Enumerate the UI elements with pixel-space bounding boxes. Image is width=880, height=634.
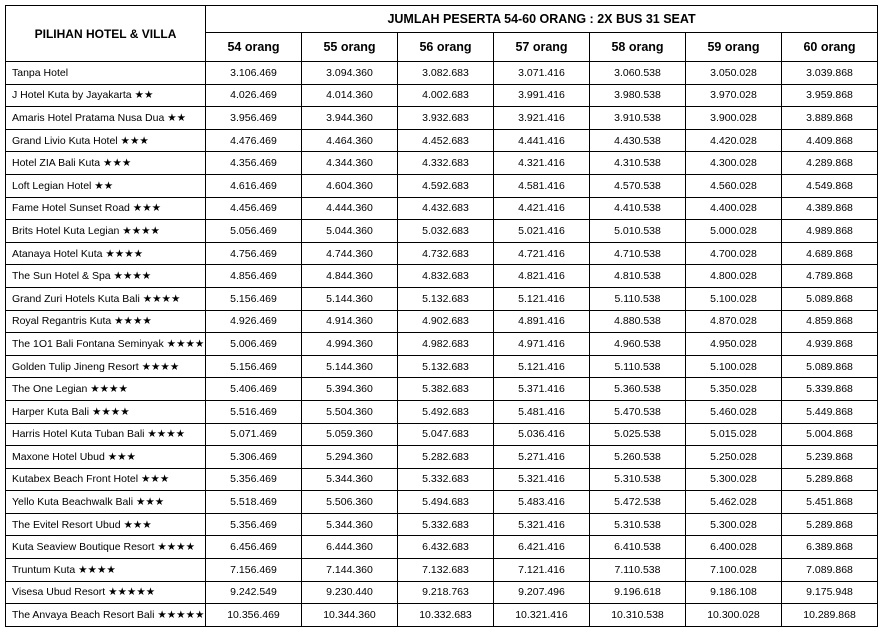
table-row [6, 513, 878, 536]
price-cell: 7.089.868 [782, 559, 878, 582]
price-cell: 10.289.868 [782, 604, 878, 627]
table-row [6, 400, 878, 423]
price-cell: 10.356.469 [206, 604, 302, 627]
table-row [6, 129, 878, 152]
price-cell: 5.344.360 [302, 468, 398, 491]
price-cell: 5.470.538 [590, 400, 686, 423]
group-header-row [6, 6, 878, 33]
price-cell: 5.350.028 [686, 378, 782, 401]
price-cell: 3.050.028 [686, 62, 782, 85]
price-cell: 5.332.683 [398, 468, 494, 491]
table-row [6, 446, 878, 469]
price-cell: 5.300.028 [686, 513, 782, 536]
price-cell: 3.991.416 [494, 84, 590, 107]
price-cell: 5.025.538 [590, 423, 686, 446]
count-header: 56 orang [398, 33, 494, 62]
price-cell: 5.506.360 [302, 491, 398, 514]
price-cell: 3.970.028 [686, 84, 782, 107]
price-cell: 4.321.416 [494, 152, 590, 175]
price-cell: 5.260.538 [590, 446, 686, 469]
price-cell: 5.250.028 [686, 446, 782, 469]
table-row [6, 107, 878, 130]
price-cell: 5.494.683 [398, 491, 494, 514]
price-cell: 4.744.360 [302, 242, 398, 265]
price-cell: 5.321.416 [494, 468, 590, 491]
table-row [6, 84, 878, 107]
price-cell: 4.710.538 [590, 242, 686, 265]
hotel-name-cell: The Anvaya Beach Resort Bali ★★★★★ [6, 604, 206, 627]
table-row [6, 355, 878, 378]
price-cell: 3.082.683 [398, 62, 494, 85]
price-cell: 7.110.538 [590, 559, 686, 582]
price-cell: 3.039.868 [782, 62, 878, 85]
price-cell: 4.592.683 [398, 174, 494, 197]
price-cell: 3.932.683 [398, 107, 494, 130]
table-row [6, 559, 878, 582]
price-cell: 4.400.028 [686, 197, 782, 220]
count-header: 54 orang [206, 33, 302, 62]
price-cell: 3.910.538 [590, 107, 686, 130]
hotel-name-cell: Loft Legian Hotel ★★ [6, 174, 206, 197]
price-cell: 4.939.868 [782, 333, 878, 356]
table-body [6, 62, 878, 627]
hotel-name-cell: The Evitel Resort Ubud ★★★ [6, 513, 206, 536]
price-cell: 5.460.028 [686, 400, 782, 423]
hotel-name-cell: Brits Hotel Kuta Legian ★★★★ [6, 220, 206, 243]
price-cell: 4.844.360 [302, 265, 398, 288]
price-cell: 10.332.683 [398, 604, 494, 627]
price-cell: 5.451.868 [782, 491, 878, 514]
price-cell: 5.406.469 [206, 378, 302, 401]
price-cell: 5.344.360 [302, 513, 398, 536]
price-cell: 5.121.416 [494, 355, 590, 378]
price-cell: 4.581.416 [494, 174, 590, 197]
price-cell: 4.014.360 [302, 84, 398, 107]
hotel-name-cell: Kuta Seaview Boutique Resort ★★★★ [6, 536, 206, 559]
price-cell: 5.356.469 [206, 468, 302, 491]
price-cell: 4.026.469 [206, 84, 302, 107]
price-cell: 4.570.538 [590, 174, 686, 197]
price-cell: 5.121.416 [494, 287, 590, 310]
price-cell: 5.132.683 [398, 355, 494, 378]
price-cell: 4.476.469 [206, 129, 302, 152]
price-cell: 7.100.028 [686, 559, 782, 582]
price-cell: 5.483.416 [494, 491, 590, 514]
table-row [6, 242, 878, 265]
table-row [6, 310, 878, 333]
price-cell: 10.321.416 [494, 604, 590, 627]
price-cell: 5.004.868 [782, 423, 878, 446]
price-cell: 4.832.683 [398, 265, 494, 288]
price-cell: 5.300.028 [686, 468, 782, 491]
price-cell: 5.321.416 [494, 513, 590, 536]
price-cell: 6.456.469 [206, 536, 302, 559]
hotel-name-cell: The Sun Hotel & Spa ★★★★ [6, 265, 206, 288]
table-row [6, 265, 878, 288]
price-cell: 5.356.469 [206, 513, 302, 536]
price-cell: 5.100.028 [686, 287, 782, 310]
price-cell: 5.282.683 [398, 446, 494, 469]
price-cell: 4.300.028 [686, 152, 782, 175]
price-cell: 5.132.683 [398, 287, 494, 310]
hotel-name-cell: Yello Kuta Beachwalk Bali ★★★ [6, 491, 206, 514]
price-cell: 5.382.683 [398, 378, 494, 401]
price-cell: 4.409.868 [782, 129, 878, 152]
price-cell: 4.452.683 [398, 129, 494, 152]
price-cell: 4.410.538 [590, 197, 686, 220]
price-cell: 5.156.469 [206, 355, 302, 378]
price-cell: 3.071.416 [494, 62, 590, 85]
price-cell: 5.144.360 [302, 355, 398, 378]
price-cell: 4.344.360 [302, 152, 398, 175]
price-cell: 5.021.416 [494, 220, 590, 243]
price-cell: 4.732.683 [398, 242, 494, 265]
price-cell: 5.000.028 [686, 220, 782, 243]
price-cell: 3.094.360 [302, 62, 398, 85]
price-cell: 9.207.496 [494, 581, 590, 604]
price-cell: 5.492.683 [398, 400, 494, 423]
price-cell: 7.144.360 [302, 559, 398, 582]
price-cell: 5.239.868 [782, 446, 878, 469]
hotel-name-cell: Truntum Kuta ★★★★ [6, 559, 206, 582]
price-cell: 5.332.683 [398, 513, 494, 536]
price-cell: 5.036.416 [494, 423, 590, 446]
price-cell: 4.444.360 [302, 197, 398, 220]
price-cell: 5.089.868 [782, 287, 878, 310]
hotel-name-cell: Harris Hotel Kuta Tuban Bali ★★★★ [6, 423, 206, 446]
price-cell: 5.144.360 [302, 287, 398, 310]
price-cell: 3.959.868 [782, 84, 878, 107]
price-cell: 5.371.416 [494, 378, 590, 401]
price-cell: 4.856.469 [206, 265, 302, 288]
price-cell: 4.891.416 [494, 310, 590, 333]
price-cell: 5.056.469 [206, 220, 302, 243]
hotel-name-cell: Tanpa Hotel [6, 62, 206, 85]
price-cell: 5.289.868 [782, 513, 878, 536]
table-row [6, 604, 878, 627]
hotel-name-cell: Kutabex Beach Front Hotel ★★★ [6, 468, 206, 491]
hotel-name-cell: Amaris Hotel Pratama Nusa Dua ★★ [6, 107, 206, 130]
hotel-name-cell: The 1O1 Bali Fontana Seminyak ★★★★ [6, 333, 206, 356]
price-cell: 4.421.416 [494, 197, 590, 220]
price-cell: 4.420.028 [686, 129, 782, 152]
price-cell: 6.432.683 [398, 536, 494, 559]
table-row [6, 468, 878, 491]
table-row [6, 152, 878, 175]
price-cell: 5.339.868 [782, 378, 878, 401]
price-cell: 4.700.028 [686, 242, 782, 265]
price-cell: 5.032.683 [398, 220, 494, 243]
price-cell: 5.310.538 [590, 513, 686, 536]
price-cell: 4.441.416 [494, 129, 590, 152]
price-cell: 5.481.416 [494, 400, 590, 423]
price-table [5, 5, 878, 627]
hotel-name-cell: Fame Hotel Sunset Road ★★★ [6, 197, 206, 220]
price-cell: 4.332.683 [398, 152, 494, 175]
price-cell: 5.306.469 [206, 446, 302, 469]
table-row [6, 378, 878, 401]
price-cell: 7.132.683 [398, 559, 494, 582]
price-cell: 4.464.360 [302, 129, 398, 152]
price-cell: 5.472.538 [590, 491, 686, 514]
price-cell: 4.430.538 [590, 129, 686, 152]
count-header: 58 orang [590, 33, 686, 62]
price-cell: 4.604.360 [302, 174, 398, 197]
price-cell: 5.071.469 [206, 423, 302, 446]
price-cell: 6.444.360 [302, 536, 398, 559]
price-cell: 9.196.618 [590, 581, 686, 604]
price-cell: 5.089.868 [782, 355, 878, 378]
hotel-name-cell: J Hotel Kuta by Jayakarta ★★ [6, 84, 206, 107]
price-cell: 3.956.469 [206, 107, 302, 130]
price-cell: 5.110.538 [590, 355, 686, 378]
table-row [6, 197, 878, 220]
price-cell: 5.518.469 [206, 491, 302, 514]
price-cell: 4.971.416 [494, 333, 590, 356]
price-cell: 5.360.538 [590, 378, 686, 401]
hotel-name-cell: Maxone Hotel Ubud ★★★ [6, 446, 206, 469]
price-cell: 4.549.868 [782, 174, 878, 197]
participant-group-header: JUMLAH PESERTA 54-60 ORANG : 2X BUS 31 SEAT [206, 6, 878, 33]
price-cell: 9.230.440 [302, 581, 398, 604]
price-cell: 4.926.469 [206, 310, 302, 333]
price-cell: 4.689.868 [782, 242, 878, 265]
price-cell: 4.950.028 [686, 333, 782, 356]
hotel-column-header: PILIHAN HOTEL & VILLA [6, 6, 206, 62]
price-cell: 4.859.868 [782, 310, 878, 333]
price-cell: 3.944.360 [302, 107, 398, 130]
price-cell: 3.980.538 [590, 84, 686, 107]
price-cell: 9.218.763 [398, 581, 494, 604]
price-cell: 5.010.538 [590, 220, 686, 243]
hotel-name-cell: Golden Tulip Jineng Resort ★★★★ [6, 355, 206, 378]
price-cell: 4.800.028 [686, 265, 782, 288]
price-cell: 5.294.360 [302, 446, 398, 469]
price-cell: 3.900.028 [686, 107, 782, 130]
price-cell: 3.106.469 [206, 62, 302, 85]
price-cell: 5.516.469 [206, 400, 302, 423]
price-cell: 5.449.868 [782, 400, 878, 423]
price-cell: 5.110.538 [590, 287, 686, 310]
price-cell: 6.421.416 [494, 536, 590, 559]
count-header: 57 orang [494, 33, 590, 62]
table-row [6, 423, 878, 446]
count-header: 55 orang [302, 33, 398, 62]
price-cell: 3.060.538 [590, 62, 686, 85]
price-cell: 5.006.469 [206, 333, 302, 356]
price-cell: 4.616.469 [206, 174, 302, 197]
price-cell: 6.400.028 [686, 536, 782, 559]
price-cell: 10.300.028 [686, 604, 782, 627]
price-cell: 7.156.469 [206, 559, 302, 582]
price-cell: 4.560.028 [686, 174, 782, 197]
price-cell: 4.880.538 [590, 310, 686, 333]
price-cell: 4.456.469 [206, 197, 302, 220]
price-cell: 4.810.538 [590, 265, 686, 288]
price-cell: 4.821.416 [494, 265, 590, 288]
price-cell: 5.310.538 [590, 468, 686, 491]
price-cell: 3.889.868 [782, 107, 878, 130]
hotel-name-cell: Atanaya Hotel Kuta ★★★★ [6, 242, 206, 265]
price-cell: 6.410.538 [590, 536, 686, 559]
hotel-name-cell: Visesa Ubud Resort ★★★★★ [6, 581, 206, 604]
price-cell: 3.921.416 [494, 107, 590, 130]
price-cell: 9.186.108 [686, 581, 782, 604]
table-row [6, 220, 878, 243]
price-cell: 10.344.360 [302, 604, 398, 627]
price-cell: 4.002.683 [398, 84, 494, 107]
price-cell: 5.156.469 [206, 287, 302, 310]
table-row [6, 62, 878, 85]
price-cell: 5.462.028 [686, 491, 782, 514]
price-cell: 4.289.868 [782, 152, 878, 175]
price-cell: 4.982.683 [398, 333, 494, 356]
count-header: 60 orang [782, 33, 878, 62]
table-row [6, 174, 878, 197]
table-row [6, 491, 878, 514]
price-cell: 9.242.549 [206, 581, 302, 604]
hotel-name-cell: The One Legian ★★★★ [6, 378, 206, 401]
price-cell: 5.289.868 [782, 468, 878, 491]
table-row [6, 287, 878, 310]
price-cell: 4.310.538 [590, 152, 686, 175]
price-cell: 7.121.416 [494, 559, 590, 582]
price-cell: 4.789.868 [782, 265, 878, 288]
price-cell: 4.989.868 [782, 220, 878, 243]
price-cell: 5.504.360 [302, 400, 398, 423]
price-cell: 4.870.028 [686, 310, 782, 333]
table-row [6, 581, 878, 604]
price-cell: 10.310.538 [590, 604, 686, 627]
hotel-name-cell: Hotel ZIA Bali Kuta ★★★ [6, 152, 206, 175]
table-row [6, 536, 878, 559]
price-cell: 9.175.948 [782, 581, 878, 604]
price-cell: 5.271.416 [494, 446, 590, 469]
price-cell: 5.394.360 [302, 378, 398, 401]
price-cell: 6.389.868 [782, 536, 878, 559]
price-cell: 5.059.360 [302, 423, 398, 446]
price-cell: 4.432.683 [398, 197, 494, 220]
price-cell: 5.100.028 [686, 355, 782, 378]
price-cell: 4.721.416 [494, 242, 590, 265]
hotel-name-cell: Grand Livio Kuta Hotel ★★★ [6, 129, 206, 152]
price-cell: 4.902.683 [398, 310, 494, 333]
price-cell: 5.044.360 [302, 220, 398, 243]
count-header: 59 orang [686, 33, 782, 62]
hotel-name-cell: Royal Regantris Kuta ★★★★ [6, 310, 206, 333]
hotel-name-cell: Grand Zuri Hotels Kuta Bali ★★★★ [6, 287, 206, 310]
price-cell: 4.389.868 [782, 197, 878, 220]
price-cell: 5.015.028 [686, 423, 782, 446]
hotel-name-cell: Harper Kuta Bali ★★★★ [6, 400, 206, 423]
price-cell: 5.047.683 [398, 423, 494, 446]
price-cell: 4.960.538 [590, 333, 686, 356]
price-cell: 4.756.469 [206, 242, 302, 265]
price-cell: 4.994.360 [302, 333, 398, 356]
price-cell: 4.356.469 [206, 152, 302, 175]
table-row [6, 333, 878, 356]
price-cell: 4.914.360 [302, 310, 398, 333]
